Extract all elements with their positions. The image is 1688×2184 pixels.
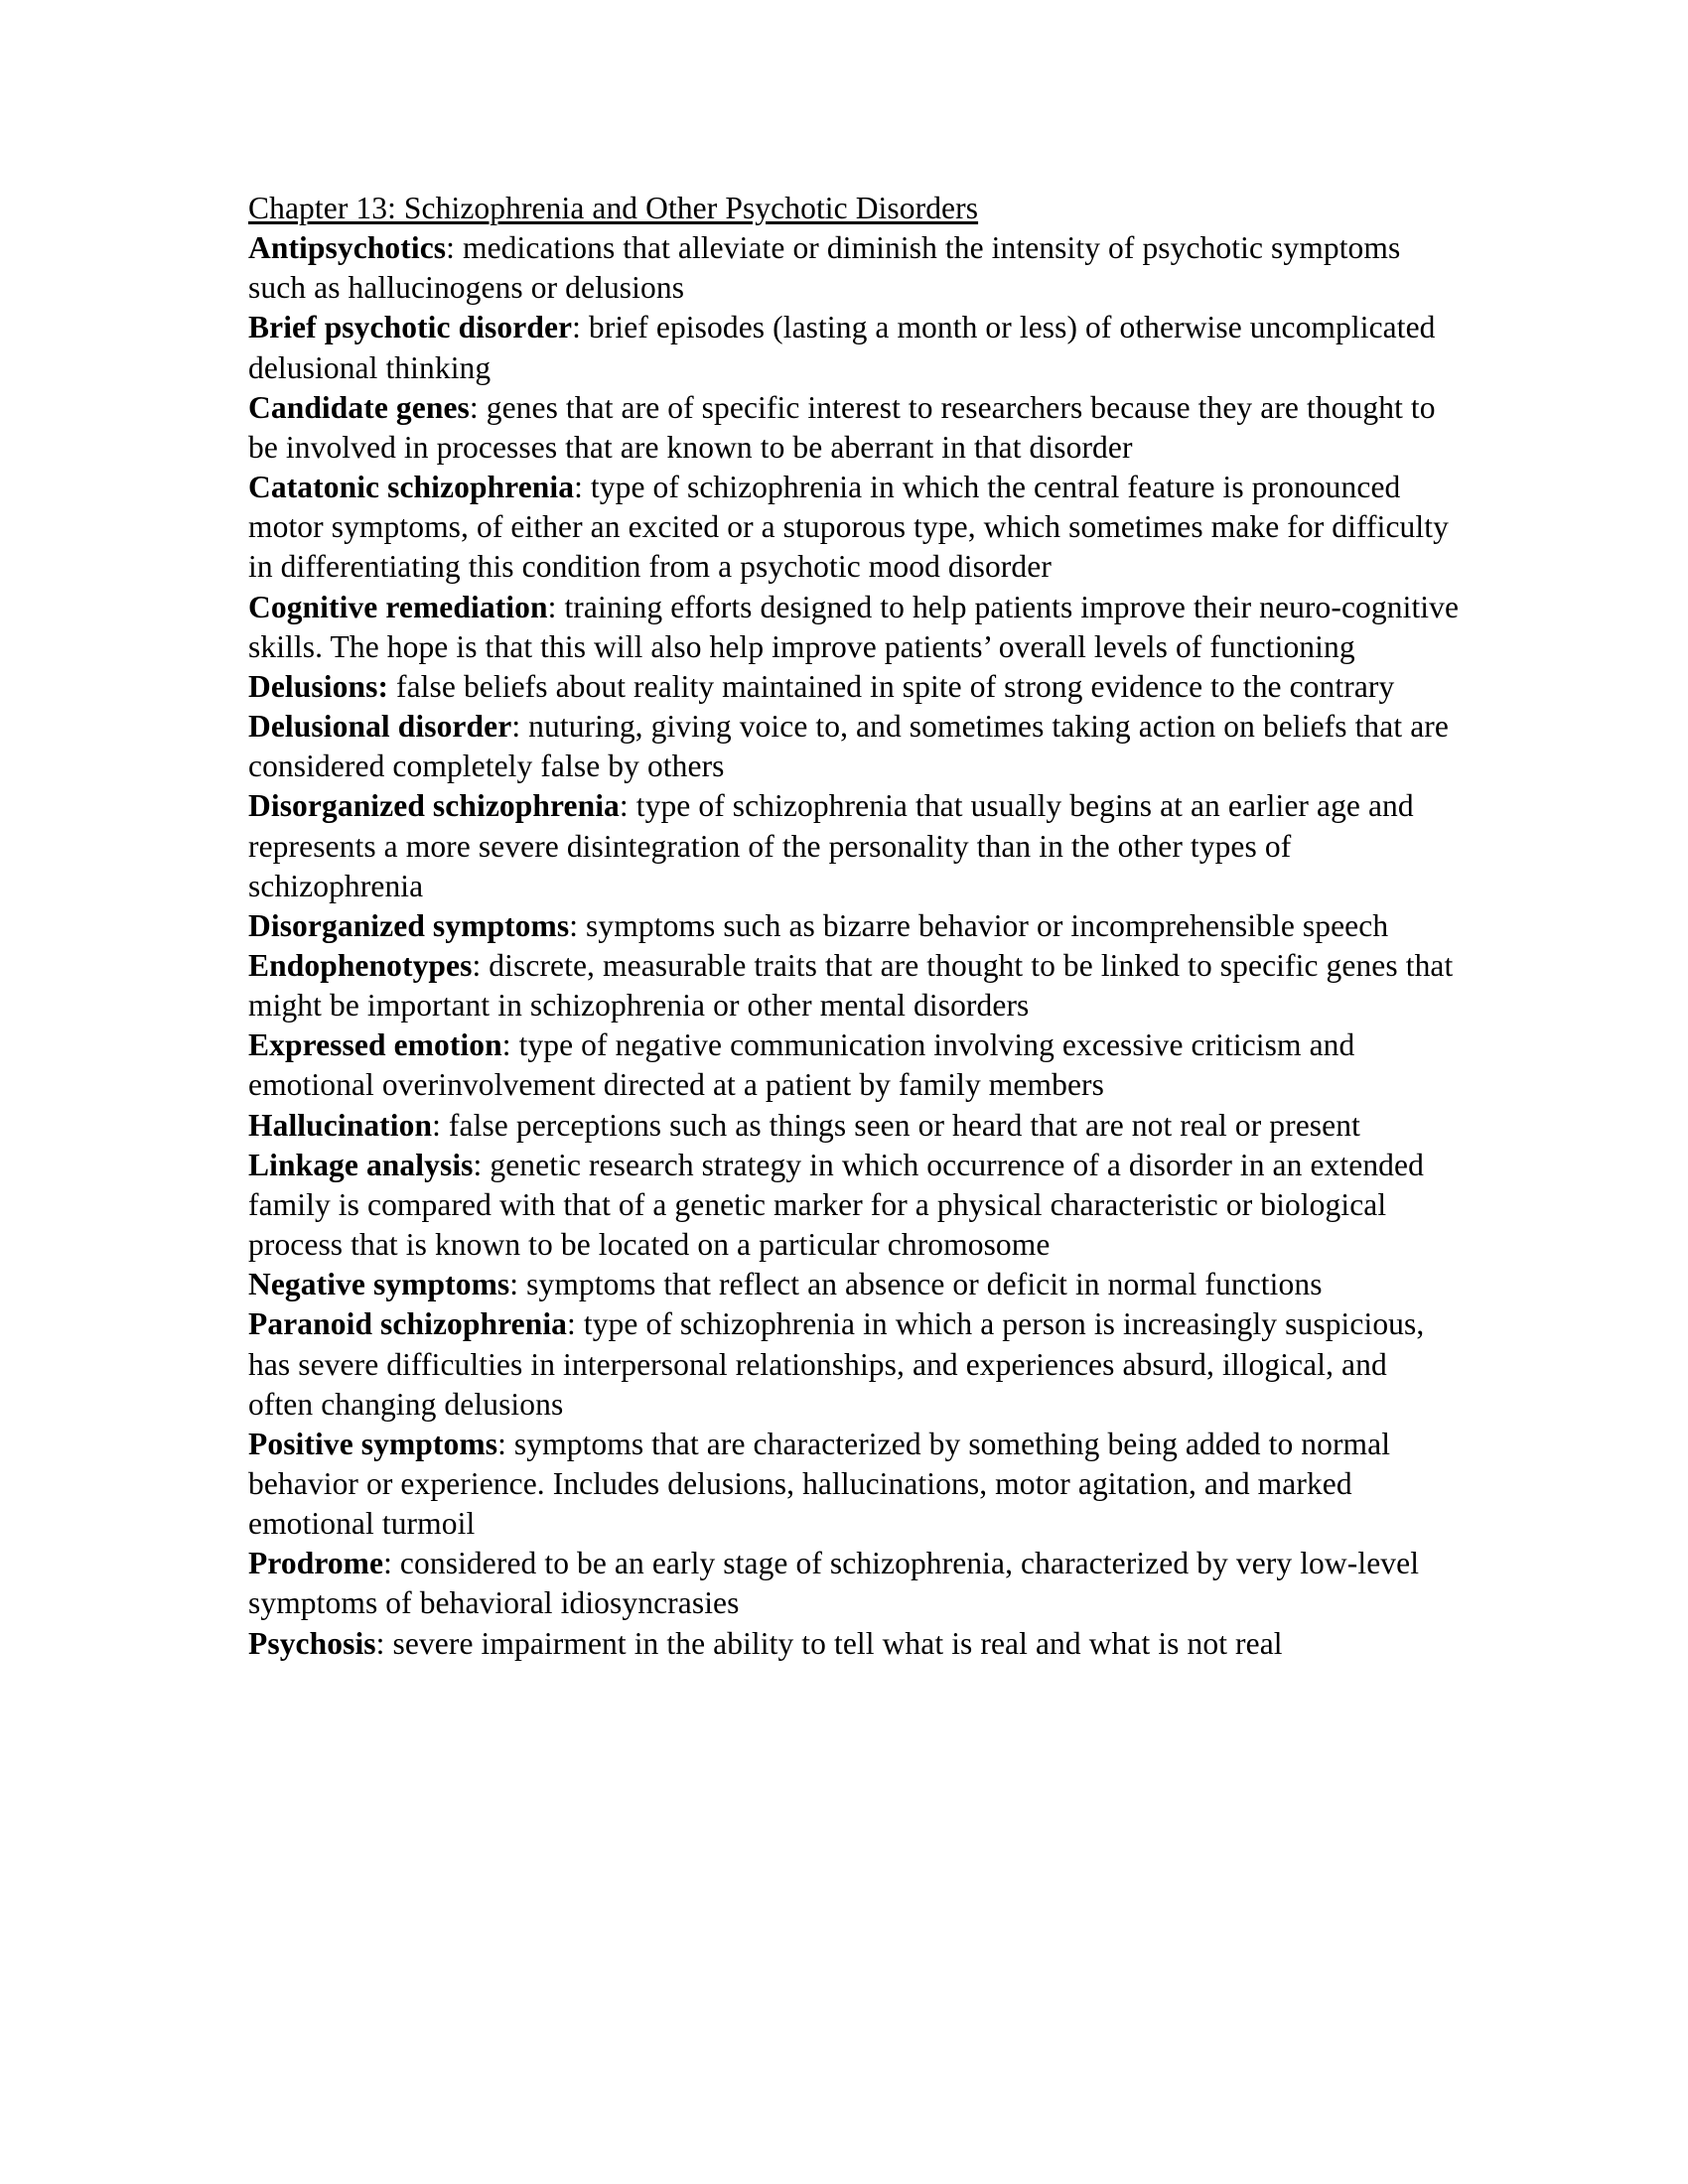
document-body <box>248 189 1460 1664</box>
glossary-entry <box>248 1544 1460 1623</box>
glossary-definition: : type of negative communication involving excessive criticism and emotional overinvolvement directed at a patient by family members <box>248 1027 1355 1103</box>
glossary-definition: false beliefs about reality maintained in spite of strong evidence to the contrary <box>388 668 1395 704</box>
glossary-definition: : severe impairment in the ability to tell what is real and what is not real <box>375 1625 1283 1661</box>
glossary-entry <box>248 1265 1460 1304</box>
glossary-definition: : brief episodes (lasting a month or less) of otherwise uncomplicated delusional thinking <box>248 310 1436 385</box>
glossary-term: Linkage analysis <box>248 1147 474 1182</box>
glossary-entry <box>248 588 1460 667</box>
glossary-term: Disorganized symptoms <box>248 907 570 943</box>
glossary-term: Endophenotypes <box>248 947 473 983</box>
glossary-definition: : type of schizophrenia in which a person is increasingly suspicious, has severe difficulties in interpersonal relationships, and experiences absurd, illogical, and often changing delusions <box>248 1306 1425 1422</box>
glossary-term: Prodrome <box>248 1546 384 1581</box>
glossary-entry <box>248 906 1460 946</box>
glossary-entry <box>248 308 1460 387</box>
glossary-entry <box>248 1106 1460 1146</box>
page-title: Chapter 13: Schizophrenia and Other Psychotic Disorders <box>248 191 979 225</box>
glossary-definition: : symptoms that are characterized by something being added to normal behavior or experience. Includes delusions, hallucinations, motor agitation, and marked emotional turmoil <box>248 1426 1391 1542</box>
glossary-entry <box>248 468 1460 587</box>
glossary-entry <box>248 946 1460 1025</box>
glossary-term: Candidate genes <box>248 389 470 425</box>
glossary-definition: : medications that alleviate or diminish the intensity of psychotic symptoms such as hallucinogens or delusions <box>248 230 1401 306</box>
glossary-definition: : considered to be an early stage of schizophrenia, characterized by very low-level symptoms of behavioral idiosyncrasies <box>248 1546 1420 1621</box>
glossary-definition: : false perceptions such as things seen or heard that are not real or present <box>432 1107 1360 1143</box>
glossary-definition: : type of schizophrenia that usually begins at an earlier age and represents a more severe disintegration of the personality than in the other types of schizophrenia <box>248 788 1414 903</box>
glossary-entry <box>248 1304 1460 1424</box>
glossary-term: Psychosis <box>248 1625 376 1661</box>
glossary-entry <box>248 1624 1460 1664</box>
glossary-definition: : nuturing, giving voice to, and sometimes taking action on beliefs that are considered completely false by others <box>248 709 1449 784</box>
glossary-term: Hallucination <box>248 1107 433 1143</box>
glossary-term: Expressed emotion <box>248 1027 502 1063</box>
glossary-term: Catatonic schizophrenia <box>248 470 575 505</box>
glossary-definition: : genetic research strategy in which occurrence of a disorder in an extended family is compared with that of a genetic marker for a physical characteristic or biological process that is known to be located on a particular chromosome <box>248 1147 1424 1263</box>
glossary-term: Positive symptoms <box>248 1426 498 1461</box>
glossary-term: Delusions: <box>248 668 389 704</box>
glossary-term: Negative symptoms <box>248 1267 510 1302</box>
glossary-term: Paranoid schizophrenia <box>248 1306 568 1342</box>
glossary-definition: : discrete, measurable traits that are thought to be linked to specific genes that might be important in schizophrenia or other mental disorders <box>248 947 1454 1024</box>
glossary-term: Cognitive remediation <box>248 589 548 624</box>
glossary-entry <box>248 388 1460 468</box>
glossary-term: Disorganized schizophrenia <box>248 788 620 824</box>
glossary-entry <box>248 786 1460 905</box>
glossary-entry <box>248 1025 1460 1105</box>
glossary-term: Brief psychotic disorder <box>248 310 573 345</box>
glossary-entry <box>248 228 1460 308</box>
glossary-definition: : symptoms such as bizarre behavior or incomprehensible speech <box>569 907 1389 943</box>
glossary-entry <box>248 1425 1460 1544</box>
glossary-entry <box>248 707 1460 786</box>
glossary-definition: : genes that are of specific interest to researchers because they are thought to be involved in processes that are known to be aberrant in that disorder <box>248 389 1436 465</box>
glossary-definition: : training efforts designed to help patients improve their neuro-cognitive skills. The hope is that this will also help improve patients’ overall levels of functioning <box>248 589 1460 664</box>
glossary-definition: : type of schizophrenia in which the central feature is pronounced motor symptoms, of either an excited or a stuporous type, which sometimes make for difficulty in differentiating this condition from a psychotic mood disorder <box>248 470 1449 585</box>
glossary-term: Delusional disorder <box>248 709 512 745</box>
glossary-entry <box>248 667 1460 707</box>
glossary-term: Antipsychotics <box>248 230 447 266</box>
glossary-definition: : symptoms that reflect an absence or deficit in normal functions <box>509 1267 1323 1302</box>
glossary-entry <box>248 1146 1460 1265</box>
